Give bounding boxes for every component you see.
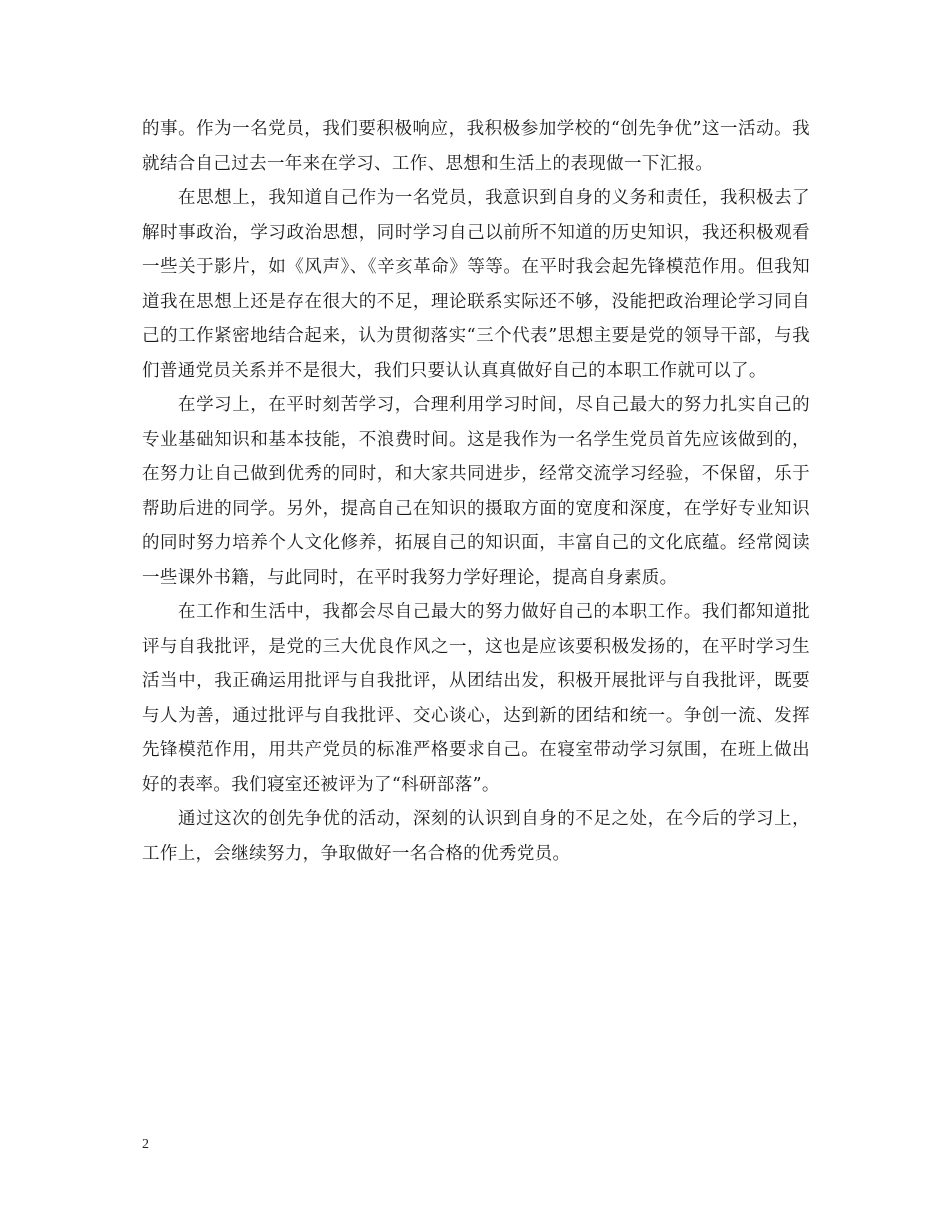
paragraph-work-life: 在工作和生活中，我都会尽自己最大的努力做好自己的本职工作。我们都知道批评与自我批评，是党的三大优良作风之一，这也是应该要积极发扬的，在平时学习生活当中，我正确运用批评与自我批评，从团结出发，积极开展批评与自我批评，既要与人为善，通过批评与自我批评、交心谈心，达到新的团结和统一。争创一流、发挥先锋模范作用，用共产党员的标准严格要求自己。在寝室带动学习氛围，在班上做出好的表率。我们寝室还被评为了“科研部落”。	[142, 602, 810, 795]
paragraph-conclusion: 通过这次的创先争优的活动，深刻的认识到自身的不足之处，在今后的学习上，工作上，会继续努力，争取做好一名合格的优秀党员。	[142, 809, 810, 864]
page-number: 2	[142, 1137, 149, 1152]
paragraph-continuation: 的事。作为一名党员，我们要积极响应，我积极参加学校的“创先争优”这一活动。我就结合自己过去一年来在学习、工作、思想和生活上的表现做一下汇报。	[142, 119, 810, 174]
body-text	[142, 112, 810, 871]
paragraph-study: 在学习上，在平时刻苦学习，合理利用学习时间，尽自己最大的努力扎实自己的专业基础知识和基本技能，不浪费时间。这是我作为一名学生党员首先应该做到的，在努力让自己做到优秀的同时，和大家共同进步，经常交流学习经验，不保留，乐于帮助后进的同学。另外，提高自己在知识的摄取方面的宽度和深度，在学好专业知识的同时努力培养个人文化修养，拓展自己的知识面，丰富自己的文化底蕴。经常阅读一些课外书籍，与此同时，在平时我努力学好理论，提高自身素质。	[142, 395, 810, 588]
paragraph-ideology: 在思想上，我知道自己作为一名党员，我意识到自身的义务和责任，我积极去了解时事政治，学习政治思想，同时学习自己以前所不知道的历史知识，我还积极观看一些关于影片，如《风声》、《辛亥革命》等等。在平时我会起先锋模范作用。但我知道我在思想上还是存在很大的不足，理论联系实际还不够，没能把政治理论学习同自己的工作紧密地结合起来，认为贯彻落实“三个代表”思想主要是党的领导干部，与我们普通党员关系并不是很大，我们只要认认真真做好自己的本职工作就可以了。	[142, 188, 810, 381]
